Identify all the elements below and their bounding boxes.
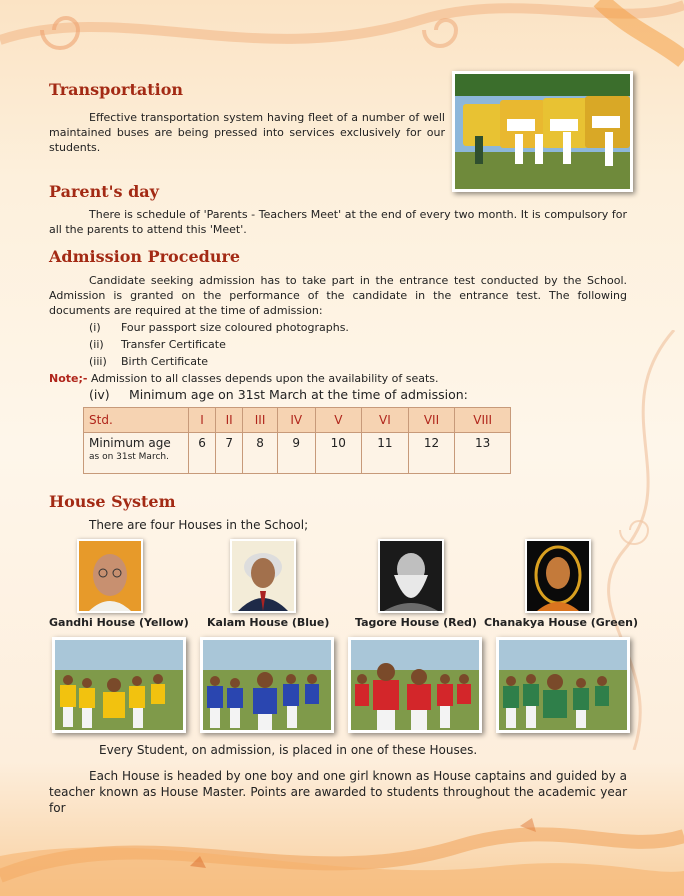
table-cell-age: 7 [216,433,243,474]
table-cell-age: 6 [189,433,216,474]
table-row-label: Minimum age as on 31st March. [84,433,189,474]
note-label: Note;- [49,372,88,385]
decorative-swirl-top [0,0,684,80]
chanakya-house-students-photo [496,637,630,733]
house-captains-text: Each House is headed by one boy and one girl known as House captains and guided by a teacher known as House Master. Points are awarded to students throughout the academic year for [49,769,627,815]
kalam-portrait [230,539,296,613]
table-header-class: V [315,408,362,433]
house-system-heading: House System [49,492,176,511]
tagore-portrait [378,539,444,613]
minimum-age-table [83,407,511,474]
parents-day-text: There is schedule of 'Parents - Teachers Meet' at the end of every two month. It is compulsory for all the parents to attend this 'Meet'. [49,208,627,236]
table-row [84,408,511,433]
house-intro: There are four Houses in the School; [89,518,309,532]
table-header-class: VIII [455,408,511,433]
note-text: Admission to all classes depends upon the availability of seats. [87,372,439,385]
table-header-class: IV [277,408,315,433]
admission-text: Candidate seeking admission has to take part in the entrance test conducted by the School. Admission is granted on the performance of the candidate in the entrance test. The following documents are required at the time of admission: [49,274,627,317]
table-header-class: III [243,408,278,433]
kalam-house-students-photo [200,637,334,733]
table-cell-age: 8 [243,433,278,474]
parents-day-heading: Parent's day [49,182,159,201]
admission-heading: Admission Procedure [49,247,241,266]
admission-note [49,371,629,386]
chanakya-portrait [525,539,591,613]
transportation-text: Effective transportation system having fleet of a number of well maintained buses are being pressed into services exclusively for our students. [49,111,445,154]
table-cell-age: 10 [315,433,362,474]
table-cell-age: 13 [455,433,511,474]
tagore-house-students-photo [348,637,482,733]
table-header-class: VI [362,408,409,433]
gandhi-portrait [77,539,143,613]
house-placement-text: Every Student, on admission, is placed in one of these Houses. [99,743,478,757]
house-label-chanakya: Chanakya House (Green) [484,616,639,629]
gandhi-house-students-photo [52,637,186,733]
table-header-class: VII [408,408,455,433]
transportation-heading: Transportation [49,80,183,99]
table-cell-age: 11 [362,433,409,474]
table-header-class: II [216,408,243,433]
table-cell-age: 9 [277,433,315,474]
table-header-class: I [189,408,216,433]
table-cell-age: 12 [408,433,455,474]
table-header-std: Std. [84,408,189,433]
house-label-gandhi: Gandhi House (Yellow) [49,616,189,629]
buses-photo [452,71,633,192]
table-row [84,433,511,474]
house-label-kalam: Kalam House (Blue) [207,616,330,629]
house-label-tagore: Tagore House (Red) [355,616,477,629]
